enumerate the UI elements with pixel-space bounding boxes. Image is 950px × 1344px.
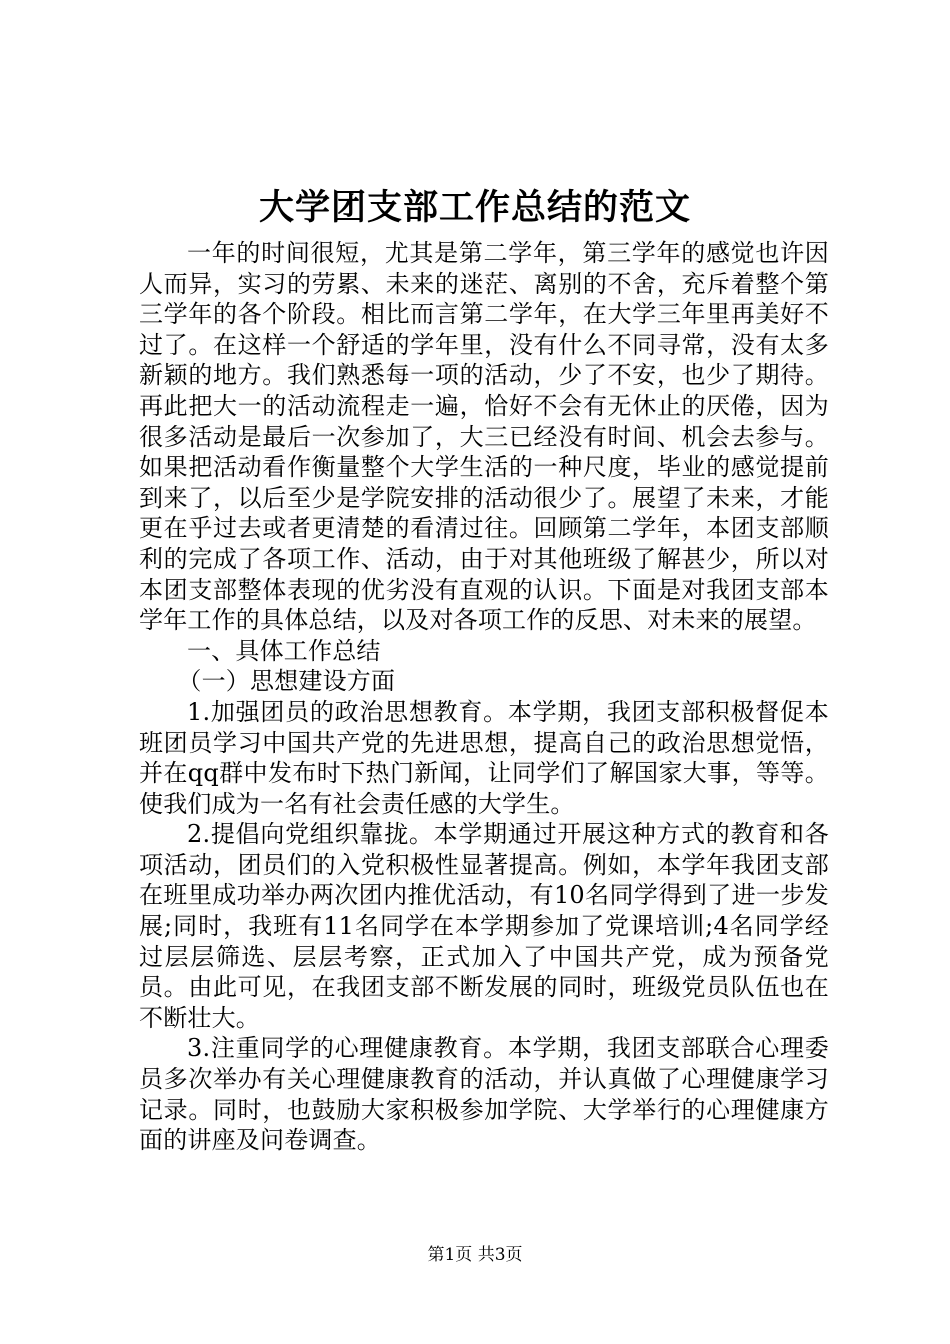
subsection-heading: （一）思想建设方面: [177, 667, 396, 696]
page-footer: 第1页 共3页: [427, 1245, 523, 1265]
document-title: 大学团支部工作总结的范文: [258, 187, 691, 228]
section-heading: 一、具体工作总结: [187, 636, 381, 665]
paragraph-item-3: 3.注重同学的心理健康教育。本学期，我团支部联合心理委员多次举办有关心理健康教育的活动，并认真做了心理健康学习记录。同时，也鼓励大家积极参加学院、大学举行的心理健康方面的讲座及问卷调查。: [139, 1034, 829, 1155]
document-body: [139, 238, 829, 1156]
paragraph-item-2: 2.提倡向党组织靠拢。本学期通过开展这种方式的教育和各项活动，团员们的入党积极性显著提高。例如，本学年我团支部在班里成功举办两次团内推优活动，有10名同学得到了进一步发展;同时，我班有11名同学在本学期参加了党课培训;4名同学经过层层筛选、层层考察，正式加入了中国共产党，成为预备党员。由此可见，在我团支部不断发展的同时，班级党员队伍也在不断壮大。: [139, 820, 829, 1032]
paragraph-intro: 一年的时间很短，尤其是第二学年，第三学年的感觉也许因人而异，实习的劳累、未来的迷茫、离别的不舍，充斥着整个第三学年的各个阶段。相比而言第二学年，在大学三年里再美好不过了。在这样一个舒适的学年里，没有什么不同寻常，没有太多新颖的地方。我们熟悉每一项的活动，少了不安，也少了期待。再此把大一的活动流程走一遍，恰好不会有无休止的厌倦，因为很多活动是最后一次参加了，大三已经没有时间、机会去参与。如果把活动看作衡量整个大学生活的一种尺度，毕业的感觉提前到来了，以后至少是学院安排的活动很少了。展望了未来，才能更在乎过去或者更清楚的看清过往。回顾第二学年，本团支部顺利的完成了各项工作、活动，由于对其他班级了解甚少，所以对本团支部整体表现的优劣没有直观的认识。下面是对我团支部本学年工作的具体总结，以及对各项工作的反思、对未来的展望。: [139, 239, 829, 635]
paragraph-item-1: 1.加强团员的政治思想教育。本学期，我团支部积极督促本班团员学习中国共产党的先进思想，提高自己的政治思想觉悟，并在qq群中发布时下热门新闻，让同学们了解国家大事，等等。使我们成为一名有社会责任感的大学生。: [139, 697, 829, 818]
